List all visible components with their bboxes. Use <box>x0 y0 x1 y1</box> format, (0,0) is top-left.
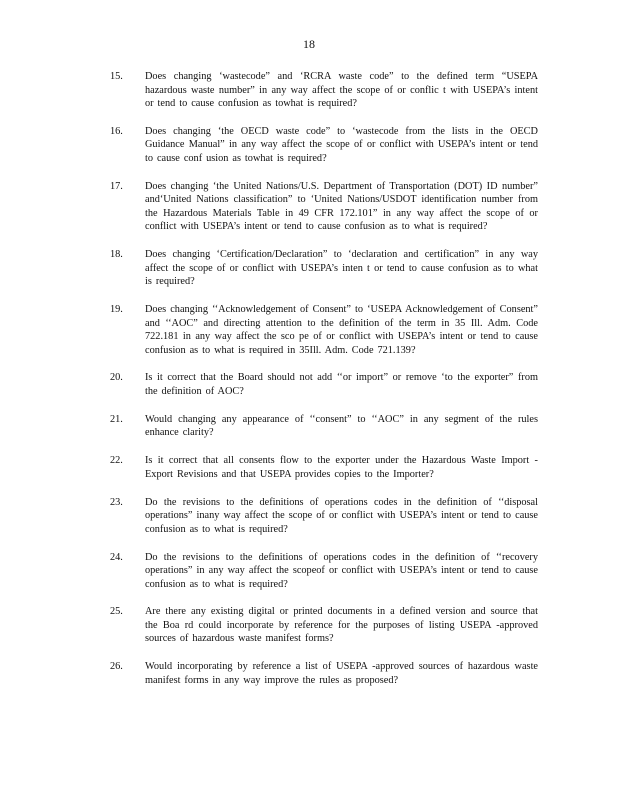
question-text: Would changing any appearance of ‘‘consent” to ‘‘AOC” in any segment of the rules enhance clarity? <box>145 413 538 439</box>
question-text: Does changing ‘wastecode” and ‘RCRA waste code” to the defined term “USEPA hazardous waste number” in any way affect the scope of or conflic t with USEPA’s intent or tend to cause confusion as towhat is required? <box>145 71 538 109</box>
question-item <box>110 413 538 440</box>
question-item <box>110 371 538 398</box>
question-number: 17. <box>110 180 123 192</box>
question-text: Is it correct that the Board should not add ‘‘or import” or remove ‘to the exporter” from the definition of AOC? <box>145 372 538 397</box>
question-text: Do the revisions to the definitions of operations codes in the definition of ‘‘disposal operations” inany way affect the scope of or conflict with USEPA’s intent or tend to cause confusion as to what is required? <box>145 496 538 535</box>
question-text: Is it correct that all consents flow to the exporter under the Hazardous Waste Import -Export Revisions and that USEPA provides copies to the Importer? <box>145 455 538 480</box>
question-number: 24. <box>110 551 123 563</box>
question-text: Does changing ‘‘Acknowledgement of Consent” to ‘USEPA Acknowledgement of Consent” and ‘‘AOC” and directing attention to the definition of the term in 35 Ill. Adm. Code 722.181 in any way affect the sco pe of or conflict with USEPA’s intent or tend to cause confusion as to what is required in 35Ill. Adm. Code 721.139? <box>145 304 538 356</box>
question-item <box>110 70 538 111</box>
question-text: Do the revisions to the definitions of operations codes in the definition of ‘‘recovery operations” in any way affect the scopeof or conflict with USEPA’s intent or tend to cause confusion as to what is required? <box>145 551 538 590</box>
question-item <box>110 180 538 234</box>
question-item <box>110 551 538 592</box>
question-number: 25. <box>110 606 123 618</box>
page-number: 18 <box>303 37 315 51</box>
question-number: 20. <box>110 372 123 384</box>
question-item <box>110 303 538 357</box>
question-text: Does changing ‘Certification/Declaration” to ‘declaration and certification” in any way affect the scope of or conflict with USEPA’s inten t or tend to cause confusion as to what is required? <box>145 249 538 288</box>
question-text: Would incorporating by reference a list of USEPA -approved sources of hazardous waste manifest forms in any way improve the rules as proposed? <box>145 661 538 686</box>
question-item <box>110 454 538 481</box>
question-item <box>110 248 538 289</box>
question-number: 23. <box>110 496 123 508</box>
question-item <box>110 496 538 537</box>
question-number: 18. <box>110 249 123 261</box>
question-number: 21. <box>110 413 123 425</box>
question-text: Does changing ‘the United Nations/U.S. Department of Transportation (DOT) ID number” and‘United Nations classification” to ‘United Nations/USDOT identification number from the Hazardous Materials Table in 49 CFR 172.101” in any way affect the scope of or conflict with USEPA’s intent or tend to cause confusion as to what is required? <box>145 180 538 233</box>
question-item <box>110 605 538 646</box>
question-number: 22. <box>110 455 123 467</box>
question-text: Are there any existing digital or printed documents in a defined version and source that the Boa rd could incorporate by reference for the purposes of listing USEPA -approved sources of hazardous waste manifest forms? <box>145 606 538 645</box>
question-number: 15. <box>110 71 123 82</box>
question-number: 16. <box>110 125 123 137</box>
question-number: 26. <box>110 661 123 673</box>
question-number: 19. <box>110 304 123 316</box>
question-text: Does changing ‘the OECD waste code” to ‘wastecode from the lists in the OECD Guidance Manual” in any way affect the scope of or conflict with USEPA’s intent or tend to cause conf usion as towhat is required? <box>145 125 538 164</box>
question-list <box>110 70 538 702</box>
question-item <box>110 125 538 166</box>
question-item <box>110 660 538 687</box>
